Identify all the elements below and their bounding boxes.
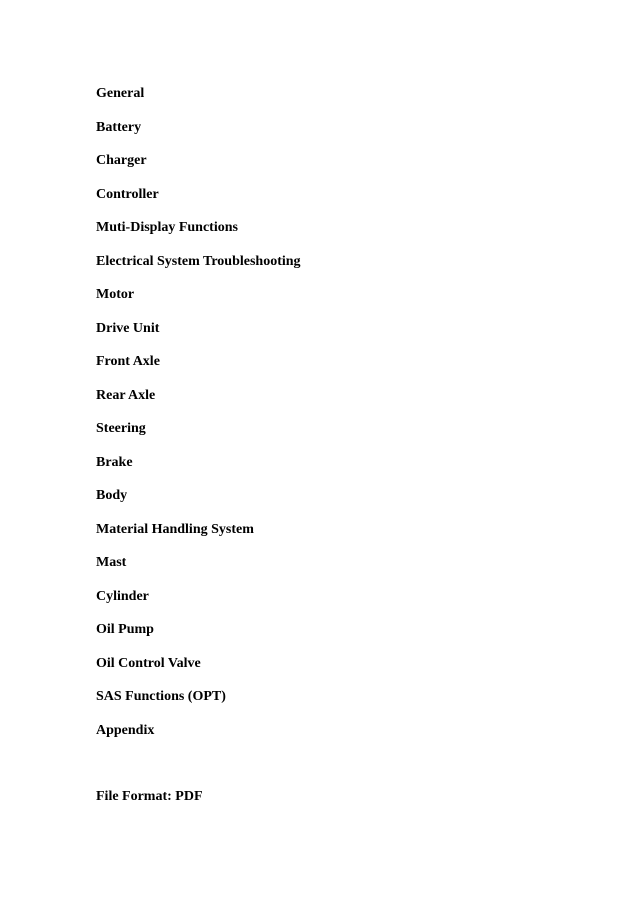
contents-item: SAS Functions (OPT) (96, 689, 226, 704)
contents-item: Drive Unit (96, 320, 160, 336)
file-format-text: File Format: PDF (96, 789, 203, 804)
contents-item: Appendix (96, 722, 155, 738)
contents-item: Oil Control Valve (96, 655, 201, 671)
contents-list (96, 85, 301, 755)
contents-item: Cylinder (96, 588, 149, 604)
contents-item: Battery (96, 119, 142, 135)
contents-item: Muti-Display Functions (96, 220, 238, 235)
contents-item: Controller (96, 186, 159, 202)
contents-item: Steering (96, 421, 146, 436)
contents-item: General (96, 86, 145, 101)
contents-item: Brake (96, 454, 133, 470)
contents-item: Motor (96, 287, 135, 302)
contents-item: Charger (96, 153, 147, 168)
contents-item: Electrical System Troubleshooting (96, 253, 301, 269)
contents-item: Material Handling System (96, 521, 254, 537)
contents-item: Rear Axle (96, 387, 156, 403)
contents-item: Body (96, 488, 128, 503)
contents-item: Mast (96, 555, 127, 570)
contents-item: Front Axle (96, 354, 160, 369)
contents-item: Oil Pump (96, 622, 154, 637)
